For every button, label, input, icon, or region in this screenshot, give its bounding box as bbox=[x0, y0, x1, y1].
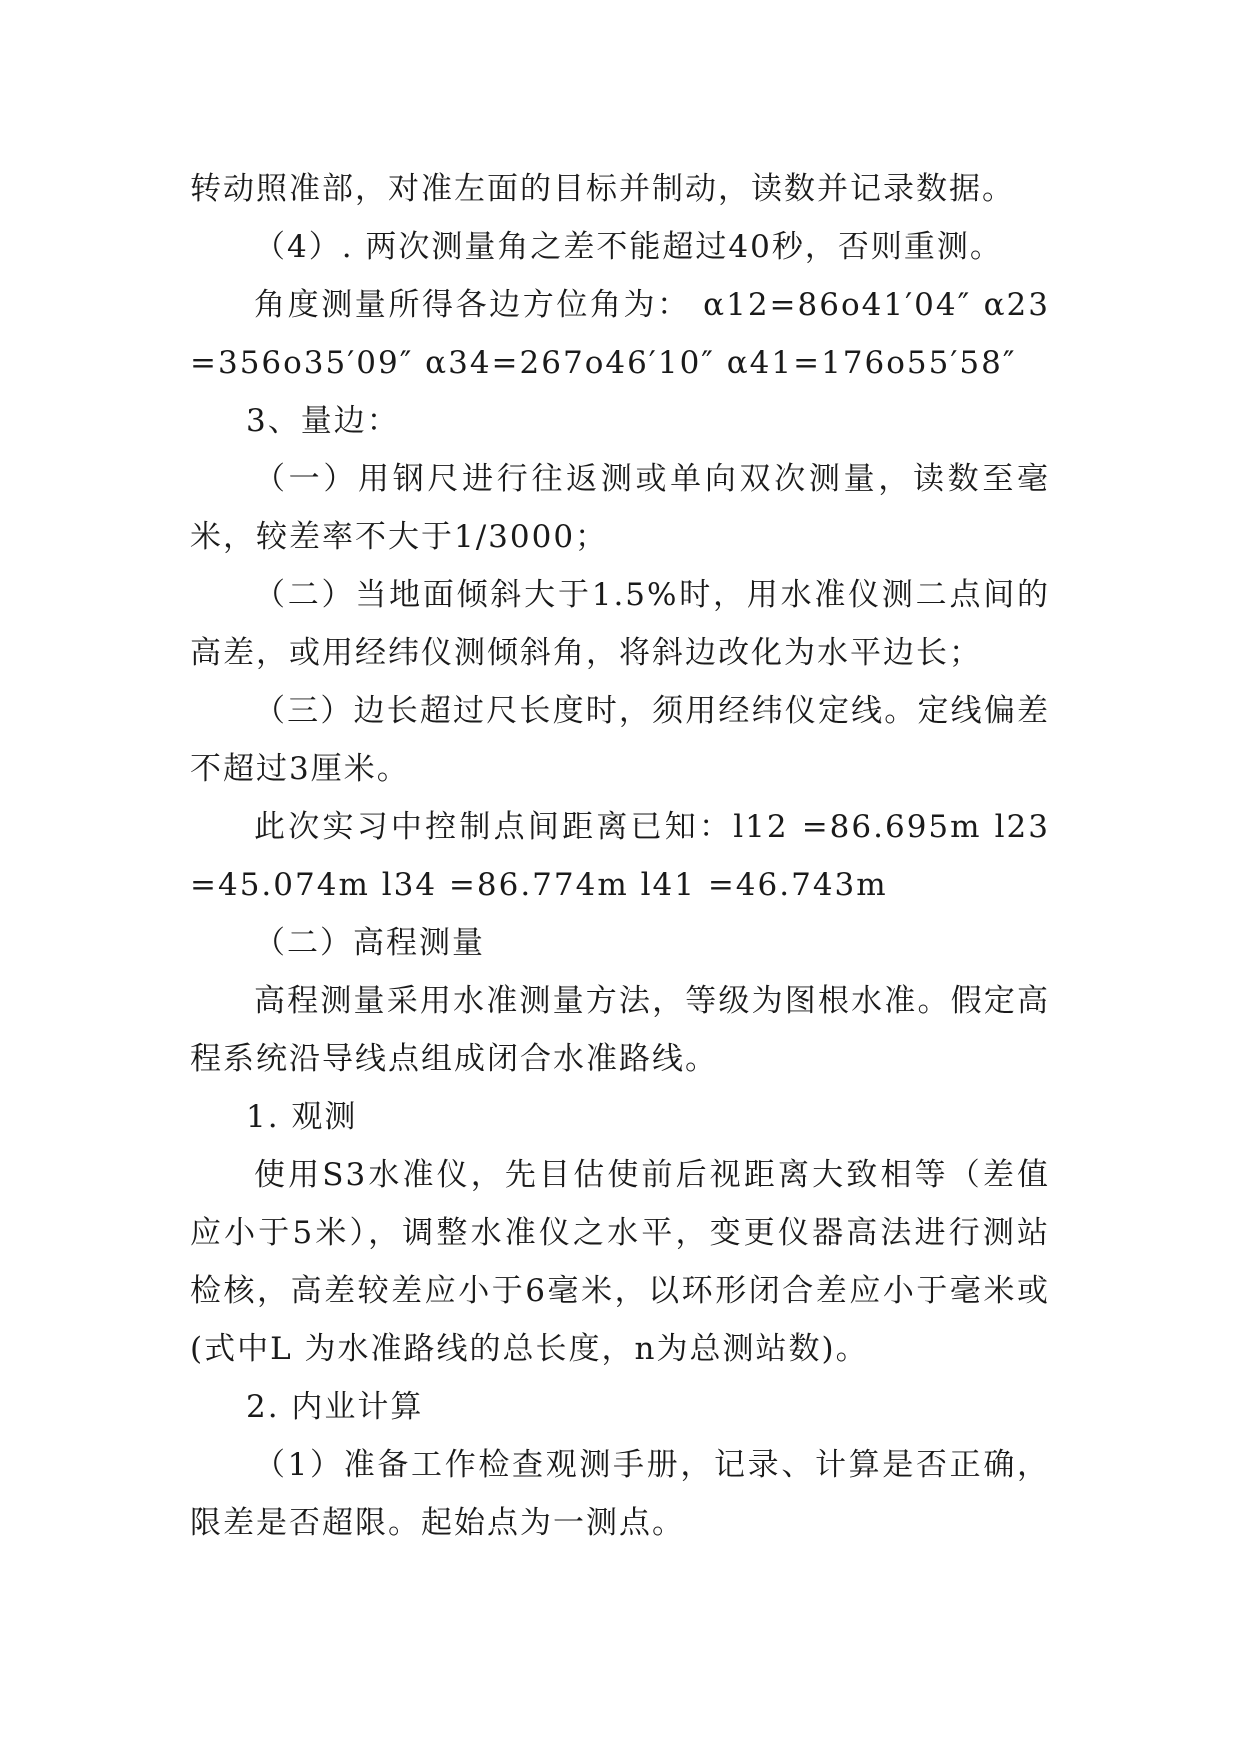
paragraph: 角度测量所得各边方位角为： α12=86o41′04″ α23=356o35′09″ α34=267o46′10″ α41=176o55′58″ bbox=[190, 287, 1050, 381]
paragraph: （一）用钢尺进行往返测或单向双次测量，读数至毫米，较差率不大于1/3000； bbox=[190, 461, 1050, 555]
paragraph: 高程测量采用水准测量方法，等级为图根水准。假定高程系统沿导线点组成闭合水准路线。 bbox=[190, 983, 1050, 1077]
paragraph: （4）. 两次测量角之差不能超过40秒，否则重测。 bbox=[254, 229, 1003, 265]
paragraph: （二）当地面倾斜大于1.5%时，用水准仪测二点间的高差，或用经纬仪测倾斜角，将斜边改化为水平边长； bbox=[190, 577, 1050, 671]
section-heading: 3、量边： bbox=[246, 403, 400, 439]
section-heading: （二）高程测量 bbox=[254, 925, 485, 961]
section-heading: 1. 观测 bbox=[246, 1099, 358, 1135]
paragraph: （三）边长超过尺长度时，须用经纬仪定线。定线偏差不超过3厘米。 bbox=[190, 693, 1050, 787]
paragraph: 此次实习中控制点间距离已知：l12 =86.695m l23 =45.074m l34 =86.774m l41 =46.743m bbox=[190, 809, 1050, 903]
section-heading: 2. 内业计算 bbox=[246, 1389, 424, 1425]
document-body bbox=[190, 160, 1050, 1552]
paragraph: （1）准备工作检查观测手册，记录、计算是否正确，限差是否超限。起始点为一测点。 bbox=[190, 1447, 1050, 1541]
paragraph: 使用S3水准仪，先目估使前后视距离大致相等（差值应小于5米），调整水准仪之水平，变更仪器高法进行测站检核，高差较差应小于6毫米，以环形闭合差应小于毫米或(式中L 为水准路线的总长度，n为总测站数)。 bbox=[190, 1157, 1050, 1367]
paragraph: 转动照准部，对准左面的目标并制动，读数并记录数据。 bbox=[190, 171, 1015, 207]
